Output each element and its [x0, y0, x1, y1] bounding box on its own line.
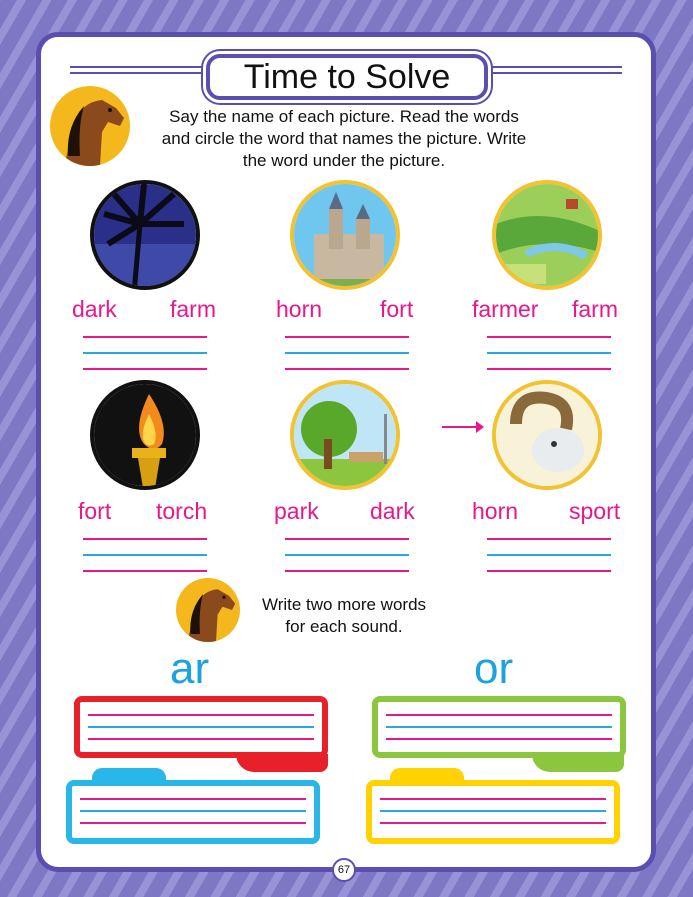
page-title [206, 54, 488, 100]
title-rule-left [70, 66, 206, 68]
title-rule-right [488, 66, 622, 68]
writing-line[interactable] [386, 738, 612, 740]
horse-icon [176, 578, 240, 642]
writing-line[interactable] [380, 798, 606, 800]
title-rule-right-2 [488, 72, 622, 74]
page-number [332, 858, 356, 882]
word-option[interactable]: horn [276, 296, 323, 322]
writing-line[interactable] [386, 714, 612, 716]
writing-line[interactable] [83, 336, 207, 338]
torch-icon [90, 380, 200, 490]
instruction-sounds-line-1: Write two more words [261, 595, 427, 614]
writing-line[interactable] [285, 554, 409, 556]
instruction-main [134, 106, 554, 172]
writing-line[interactable] [88, 714, 314, 716]
writing-line[interactable] [83, 368, 207, 370]
writing-line[interactable] [386, 726, 612, 728]
writing-line[interactable] [285, 538, 409, 540]
word-option[interactable]: fort [78, 498, 112, 524]
castle-icon [290, 180, 400, 290]
writing-line[interactable] [487, 554, 611, 556]
writing-line[interactable] [88, 726, 314, 728]
writing-line[interactable] [80, 810, 306, 812]
page-number-text: 67 [337, 864, 351, 876]
word-option[interactable]: sport [569, 498, 621, 524]
word-option[interactable]: dark [72, 296, 117, 322]
writing-line[interactable] [487, 368, 611, 370]
word-option[interactable]: farm [170, 296, 216, 322]
sound-or: or [474, 644, 514, 693]
writing-line[interactable] [80, 798, 306, 800]
writing-line[interactable] [285, 352, 409, 354]
word-option[interactable]: horn [472, 498, 519, 524]
writing-line[interactable] [380, 810, 606, 812]
word-option[interactable]: farm [572, 296, 618, 322]
writing-line[interactable] [487, 352, 611, 354]
writing-line[interactable] [83, 538, 207, 540]
park-icon [290, 380, 400, 490]
writing-line[interactable] [487, 570, 611, 572]
writing-line[interactable] [380, 822, 606, 824]
writing-line[interactable] [285, 570, 409, 572]
or-box-1-tab [532, 754, 624, 772]
writing-line[interactable] [83, 554, 207, 556]
sound-ar: ar [170, 644, 210, 693]
arrow-head-icon [476, 421, 484, 433]
instruction-line-1: Say the name of each picture. Read the words [169, 107, 519, 126]
writing-line[interactable] [285, 368, 409, 370]
word-option[interactable]: dark [370, 498, 415, 524]
instruction-sounds-line-2: for each sound. [285, 617, 403, 636]
title-rule-left-2 [70, 72, 206, 74]
writing-line[interactable] [487, 336, 611, 338]
writing-line[interactable] [80, 822, 306, 824]
word-option[interactable]: fort [380, 296, 414, 322]
writing-line[interactable] [88, 738, 314, 740]
ar-box-2[interactable] [66, 780, 320, 844]
instruction-sounds [244, 594, 444, 638]
farmland-icon [492, 180, 602, 290]
word-option[interactable]: torch [156, 498, 208, 524]
instruction-line-3: the word under the picture. [242, 151, 446, 170]
ram-icon [492, 380, 602, 490]
writing-line[interactable] [83, 352, 207, 354]
instruction-line-2: and circle the word that names the picture. Write [161, 129, 527, 148]
palm-night-icon [90, 180, 200, 290]
word-option[interactable]: park [274, 498, 319, 524]
horse-icon [50, 86, 130, 166]
or-box-2[interactable] [366, 780, 620, 844]
ar-box-1-tab [236, 754, 328, 772]
writing-line[interactable] [285, 336, 409, 338]
page-title-text: Time to Solve [243, 57, 451, 96]
word-option[interactable]: farmer [472, 296, 539, 322]
writing-line[interactable] [83, 570, 207, 572]
writing-line[interactable] [487, 538, 611, 540]
